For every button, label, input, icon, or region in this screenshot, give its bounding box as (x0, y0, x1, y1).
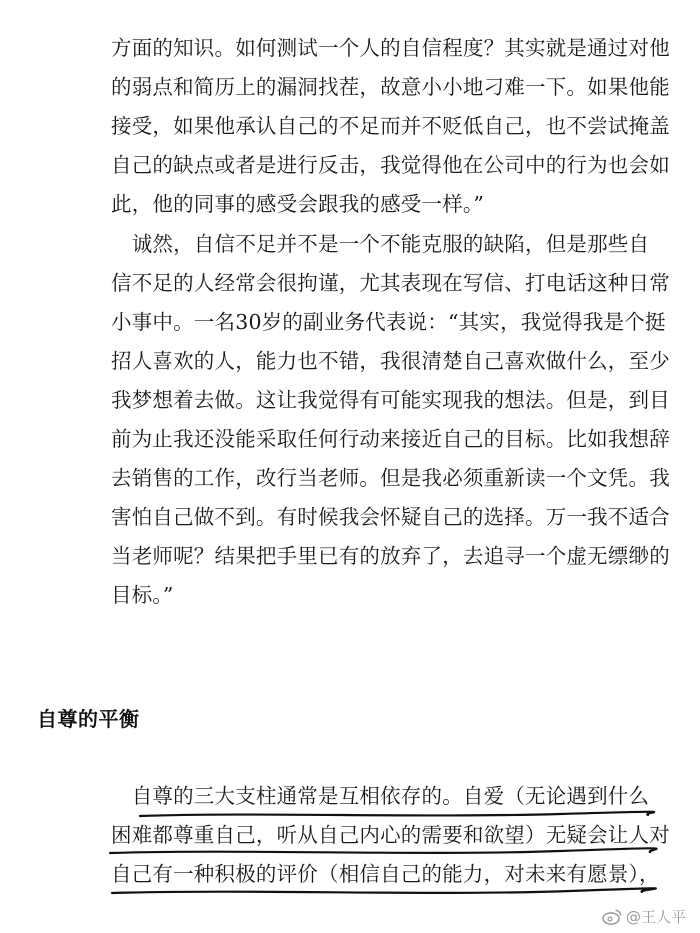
text-line: 害怕自己做不到。有时候我会怀疑自己的选择。万一我不适合 (111, 505, 670, 529)
text-line: 招人喜欢的人，能力也不错，我很清楚自己喜欢做什么，至少 (111, 349, 670, 373)
text-line: 方面的知识。如何测试一个人的自信程度？其实就是通过对他 (111, 36, 670, 60)
weibo-icon (602, 908, 622, 925)
text-line: 自尊的三大支柱通常是互相依存的。自爱（无论遇到什么 (111, 784, 650, 808)
text-line: 我梦想着去做。这让我觉得有可能实现我的想法。但是，到目 (111, 388, 670, 412)
underline-stroke (140, 812, 654, 816)
underline-stroke (110, 848, 657, 853)
text-line: 的弱点和简历上的漏洞找茬，故意小小地刁难一下。如果他能 (111, 75, 670, 99)
text-line: 小事中。一名30岁的副业务代表说：“其实，我觉得我是个挺 (111, 310, 666, 334)
watermark (602, 906, 686, 927)
text-line: 自己有一种积极的评价（相信自己的能力，对未来有愿景）， (111, 862, 660, 886)
text-line: 去销售的工作，改行当老师。但是我必须重新读一个文凭。我 (111, 466, 670, 490)
text-line: 自己的缺点或者是进行反击，我觉得他在公司中的行为也会如 (111, 153, 670, 177)
text-line: 接受，如果他承认自己的不足而并不贬低自己，也不尝试掩盖 (111, 114, 670, 138)
text-line: 诚然，自信不足并不是一个不能克服的缺陷，但是那些自 (111, 232, 650, 256)
text-line: 此，他的同事的感受会跟我的感受一样。” (111, 192, 485, 216)
text-line: 当老师呢？结果把手里已有的放弃了，去追寻一个虚无缥缈的 (111, 544, 670, 568)
text-line: 目标。” (111, 583, 174, 607)
underline-stroke (112, 888, 656, 893)
section-heading: 自尊的平衡 (37, 707, 140, 731)
text-line: 前为止我还没能采取任何行动来接近自己的目标。比如我想辞 (111, 427, 670, 451)
text-line: 困难都尊重自己，听从自己内心的需要和欲望）无疑会让人对 (111, 823, 670, 847)
watermark-text: @王人平 (625, 908, 686, 926)
text-line: 信不足的人经常会很拘谨，尤其表现在写信、打电话这种日常 (111, 271, 670, 295)
